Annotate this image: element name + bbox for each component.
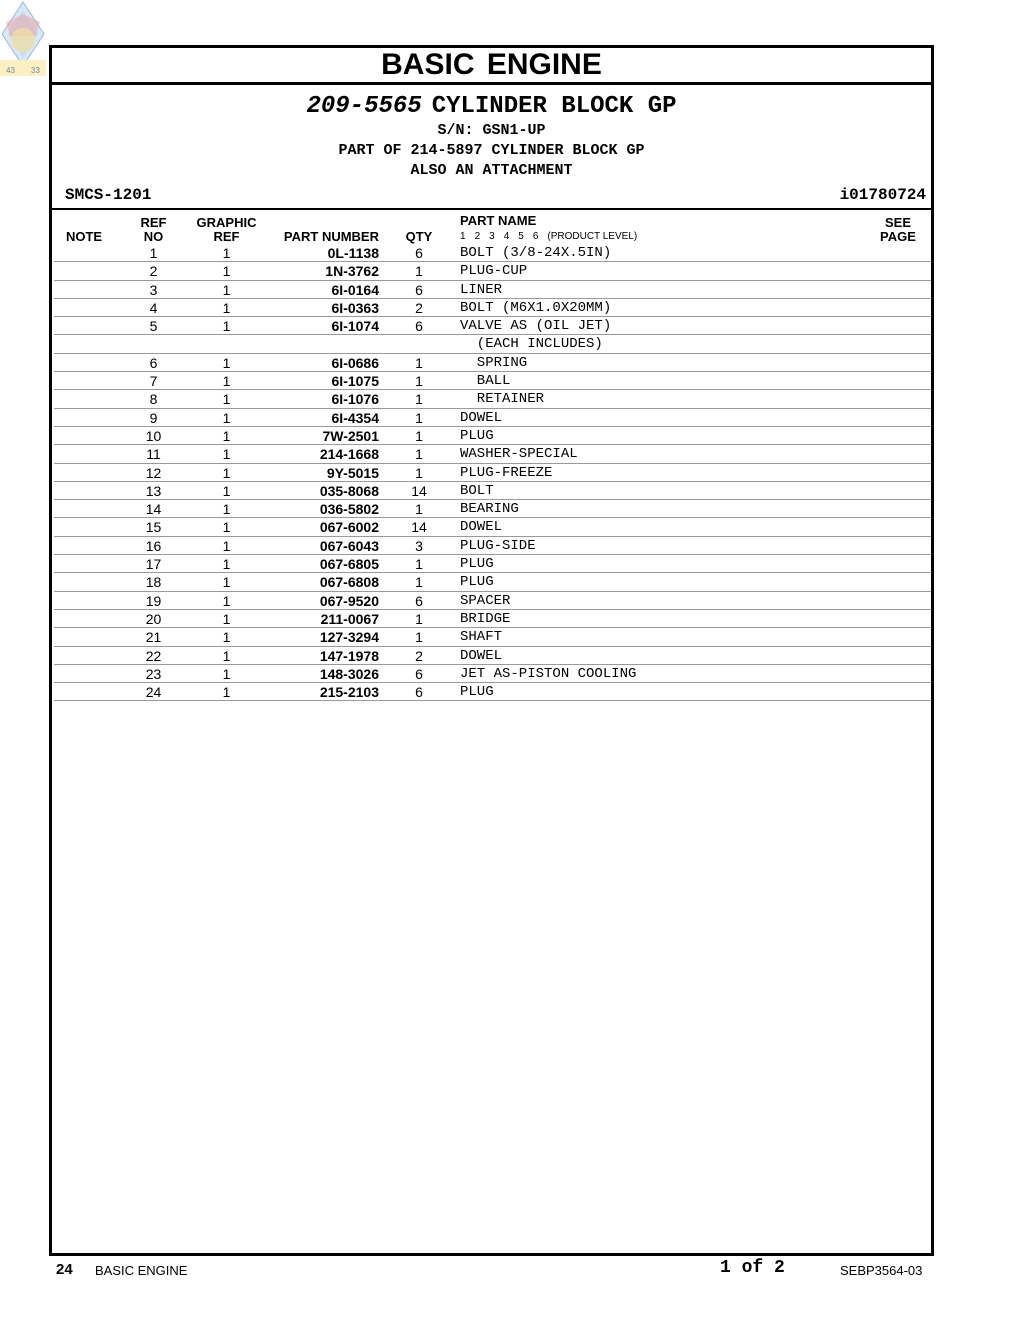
part-name: BOLT (M6X1.0X20MM) [460,299,612,316]
footer-sheet: 1 of 2 [720,1258,785,1278]
ref-no: 8 [149,391,158,408]
footer-doc-id: SEBP3564-03 [840,1263,923,1278]
part-number: 215-2103 [319,684,379,701]
part-name: VALVE AS (OIL JET) [460,318,612,335]
table-row [54,317,931,335]
level-5: 5 [518,231,524,242]
graphic-ref: 1 [222,446,231,463]
quantity: 6 [415,281,423,298]
graphic-ref: 1 [222,610,231,627]
quantity: 2 [415,647,423,664]
part-name: JET AS-PISTON COOLING [460,665,637,682]
attachment-line: ALSO AN ATTACHMENT [410,162,573,179]
graphic-ref: 1 [222,519,231,536]
part-name: BRIDGE [460,610,511,627]
part-number: 6I-4354 [331,409,379,426]
ref-no: 4 [149,299,158,316]
table-row [54,445,931,463]
graphic-ref: 1 [222,592,231,609]
page-title: BASIC ENGINE [52,48,931,85]
parts-table [54,244,931,701]
footer-section: BASIC ENGINE [95,1263,188,1278]
svg-text:33: 33 [31,66,40,75]
part-number: 214-1668 [319,446,379,463]
part-number: 035-8068 [319,482,379,499]
ref-no: 24 [145,684,162,701]
part-number: 6I-1076 [331,391,379,408]
part-number: 6I-1074 [331,318,379,335]
part-name: SPRING [460,354,528,371]
level-4: 4 [503,231,510,242]
graphic-ref: 1 [222,647,231,664]
graphic-ref: 1 [222,537,231,554]
quantity: 1 [415,409,423,426]
table-row [54,537,931,555]
graphic-ref: 1 [222,263,231,280]
part-name: PLUG [460,427,494,444]
quantity: 6 [415,245,423,261]
part-name: LINER [460,281,503,298]
parts-page-frame [49,45,934,1256]
part-number: 147-1978 [319,647,379,664]
level-2: 2 [474,231,481,242]
part-number: 6I-0164 [331,281,379,298]
graphic-ref: 1 [222,556,231,573]
part-name: RETAINER [460,391,545,408]
part-number: 6I-0686 [331,354,379,371]
col-see-top: SEE [884,215,911,230]
ref-no: 16 [145,537,162,554]
quantity: 1 [415,354,423,371]
graphic-ref: 1 [222,409,231,426]
table-row [54,354,931,372]
part-number: 067-6808 [319,574,379,591]
table-row [54,628,931,646]
graphic-ref: 1 [222,373,231,390]
ref-no: 5 [149,318,158,335]
part-number: 148-3026 [319,665,379,682]
part-number: 036-5802 [319,501,379,518]
quantity: 1 [415,556,423,573]
table-row [54,409,931,427]
part-number: 7W-2501 [322,427,379,444]
product-level-label: (PRODUCT LEVEL) [547,231,638,242]
part-name: DOWEL [460,409,503,426]
part-of-line: PART OF 214-5897 CYLINDER BLOCK GP [338,142,645,159]
part-name: WASHER-SPECIAL [460,446,578,463]
graphic-ref: 1 [222,574,231,591]
graphic-ref: 1 [222,501,231,518]
quantity: 1 [415,574,423,591]
quantity: 1 [415,373,423,390]
ref-no: 22 [145,647,162,664]
table-row [54,299,931,317]
ref-no: 12 [145,464,162,481]
ref-no: 3 [149,281,158,298]
part-name: BOLT [460,482,494,499]
level-6: 6 [532,231,539,242]
part-name: PLUG-FREEZE [460,464,553,481]
table-row [54,683,931,701]
serial-number: S/N: GSN1-UP [437,122,546,139]
ref-no: 19 [145,592,162,609]
part-name: PLUG [460,684,494,701]
ref-no: 18 [145,574,162,591]
part-number: 6I-1075 [331,373,379,390]
col-graphic-bottom: REF [213,229,240,244]
table-row [54,647,931,665]
table-row [54,244,931,262]
smcs-code: SMCS-1201 [65,186,152,204]
quantity: 1 [415,446,423,463]
graphic-ref: 1 [222,354,231,371]
graphic-ref: 1 [222,318,231,335]
col-part-name: PART NAME [460,213,537,228]
table-row [54,390,931,408]
table-row [54,665,931,683]
level-3: 3 [489,231,495,242]
table-row [54,518,931,536]
quantity: 6 [415,684,423,701]
col-ref-top: REF [140,215,167,230]
col-note: NOTE [65,229,103,244]
level-1: 1 [460,231,466,242]
group-name: CYLINDER BLOCK GP [431,93,677,120]
graphic-ref: 1 [222,299,231,316]
header-rule [52,208,931,210]
part-number: 067-9520 [319,592,379,609]
illustration-id: i01780724 [839,186,926,204]
graphic-ref: 1 [222,245,231,261]
part-name: DOWEL [460,519,503,536]
quantity: 1 [415,427,423,444]
ref-no: 6 [149,354,158,371]
col-qty: QTY [405,229,433,244]
table-row [54,573,931,591]
part-name: SPACER [460,592,511,609]
part-number: 9Y-5015 [326,464,379,481]
graphic-ref: 1 [222,464,231,481]
table-row [54,464,931,482]
ref-no: 2 [149,263,158,280]
part-number: 211-0067 [320,610,379,627]
ref-no: 20 [145,610,162,627]
table-row [54,335,931,353]
part-number: 067-6002 [319,519,379,536]
graphic-ref: 1 [222,427,231,444]
quantity: 14 [411,519,427,536]
col-ref-bottom: NO [143,229,164,244]
col-graphic-top: GRAPHIC [196,215,257,230]
table-row [54,500,931,518]
quantity: 6 [415,665,423,682]
part-number: 0L-1138 [327,245,379,261]
quantity: 1 [415,263,423,280]
ref-no: 14 [145,501,162,518]
ref-no: 10 [145,427,162,444]
graphic-ref: 1 [222,665,231,682]
quantity: 1 [415,501,423,518]
part-name: DOWEL [460,647,503,664]
product-levels [460,231,646,242]
graphic-ref: 1 [222,684,231,701]
svg-text:43: 43 [6,66,15,75]
table-row [54,610,931,628]
part-name: SHAFT [460,629,503,646]
table-row [54,482,931,500]
ref-no: 23 [145,665,162,682]
ref-no: 9 [149,409,158,426]
quantity: 1 [415,464,423,481]
ref-no: 7 [149,373,158,390]
quantity: 1 [415,610,423,627]
quantity: 6 [415,318,423,335]
ref-no: 17 [145,556,162,573]
table-row [54,555,931,573]
part-name: PLUG-CUP [460,263,528,280]
part-name: (EACH INCLUDES) [460,336,603,353]
table-row [54,427,931,445]
group-heading [52,92,931,122]
graphic-ref: 1 [222,629,231,646]
part-name: PLUG [460,574,494,591]
col-see-bottom: PAGE [880,229,916,244]
graphic-ref: 1 [222,482,231,499]
ref-no: 1 [149,245,158,261]
part-number: 127-3294 [319,629,379,646]
group-part-number: 209-5565 [306,93,422,120]
graphic-ref: 1 [222,281,231,298]
table-row [54,281,931,299]
table-row [54,262,931,280]
table-row [54,372,931,390]
quantity: 1 [415,629,423,646]
quantity: 6 [415,592,423,609]
part-name: BOLT (3/8-24X.5IN) [460,245,612,261]
part-number: 6I-0363 [331,299,379,316]
part-name: PLUG-SIDE [460,537,536,554]
part-number: 067-6043 [319,537,379,554]
diamond-badge-icon [0,0,46,76]
part-name: PLUG [460,556,494,573]
graphic-ref: 1 [222,391,231,408]
footer-page-number: 24 [56,1261,73,1278]
part-number: 1N-3762 [325,263,379,280]
ref-no: 13 [145,482,162,499]
quantity: 14 [411,482,427,499]
ref-no: 15 [145,519,162,536]
part-number: 067-6805 [319,556,379,573]
part-name: BEARING [460,501,519,518]
quantity: 3 [415,537,423,554]
table-row [54,592,931,610]
part-name: BALL [460,373,511,390]
col-part-number: PART NUMBER [283,229,379,244]
ref-no: 11 [146,446,161,463]
ref-no: 21 [145,629,162,646]
quantity: 2 [415,299,423,316]
quantity: 1 [415,391,423,408]
